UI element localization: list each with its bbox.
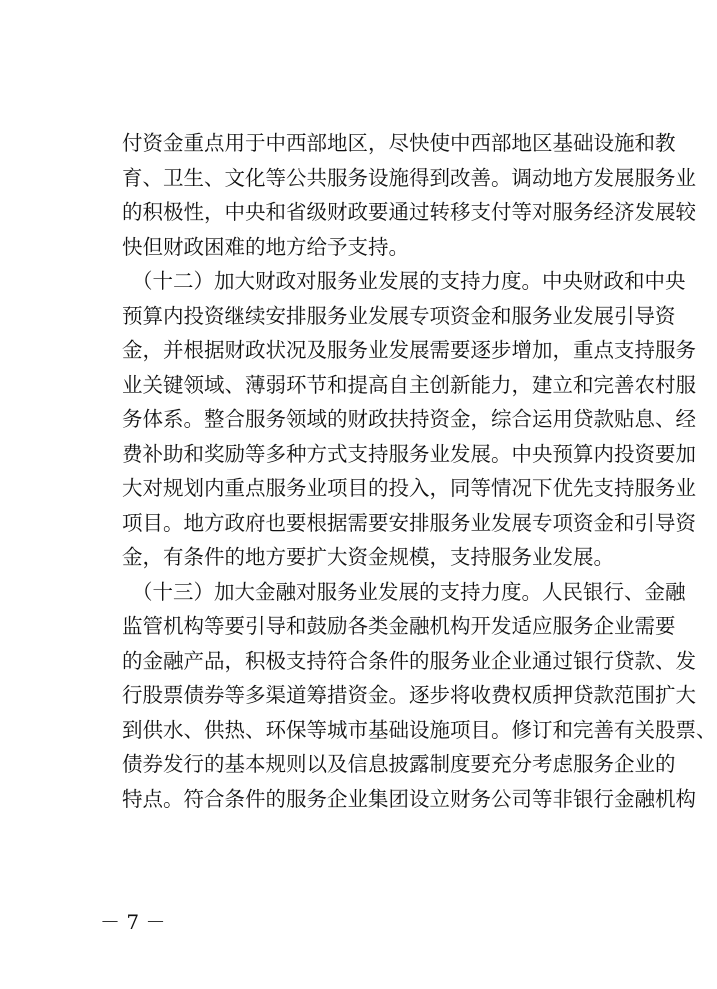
text-line: 金，有条件的地方要扩大资金规模，支持服务业发展。: [122, 545, 614, 569]
text-line: 金，并根据财政状况及服务业发展需要逐步增加，重点支持服务: [122, 338, 696, 362]
text-line: 项目。地方政府也要根据需要安排服务业发展专项资金和引导资: [122, 510, 696, 535]
text-line: 到供水、供热、环保等城市基础设施项目。修订和完善有关股票、: [122, 717, 717, 742]
text-line: 付资金重点用于中西部地区，尽快使中西部地区基础设施和教: [122, 131, 676, 155]
text-line: 费补助和奖励等多种方式支持服务业发展。中央预算内投资要加: [122, 441, 696, 466]
text-line: 的积极性，中央和省级财政要通过转移支付等对服务经济发展较: [122, 200, 696, 224]
text-line: 的金融产品，积极支持符合条件的服务业企业通过银行贷款、发: [122, 648, 696, 673]
body-text: [122, 126, 717, 816]
text-line: 业关键领域、薄弱环节和提高自主创新能力，建立和完善农村服: [122, 372, 696, 397]
text-line: 债券发行的基本规则以及信息披露制度要充分考虑服务企业的: [122, 752, 676, 776]
page-number: － 7 －: [100, 910, 166, 934]
text-line: 大对规划内重点服务业项目的投入，同等情况下优先支持服务业: [122, 476, 696, 500]
text-line: 监管机构等要引导和鼓励各类金融机构开发适应服务企业需要: [122, 614, 676, 638]
text-line: （十三）加大金融对服务业发展的支持力度。人民银行、金融: [132, 579, 686, 604]
text-line: （十二）加大财政对服务业发展的支持力度。中央财政和中央: [132, 269, 686, 293]
text-line: 行股票债券等多渠道筹措资金。逐步将收费权质押贷款范围扩大: [122, 683, 696, 707]
text-line: 育、卫生、文化等公共服务设施得到改善。调动地方发展服务业: [122, 165, 696, 190]
text-line: 预算内投资继续安排服务业发展专项资金和服务业发展引导资: [122, 303, 676, 328]
text-line: 务体系。整合服务领域的财政扶持资金，综合运用贷款贴息、经: [122, 407, 696, 431]
text-line: 快但财政困难的地方给予支持。: [122, 234, 409, 259]
text-line: 特点。符合条件的服务企业集团设立财务公司等非银行金融机构: [122, 786, 696, 811]
